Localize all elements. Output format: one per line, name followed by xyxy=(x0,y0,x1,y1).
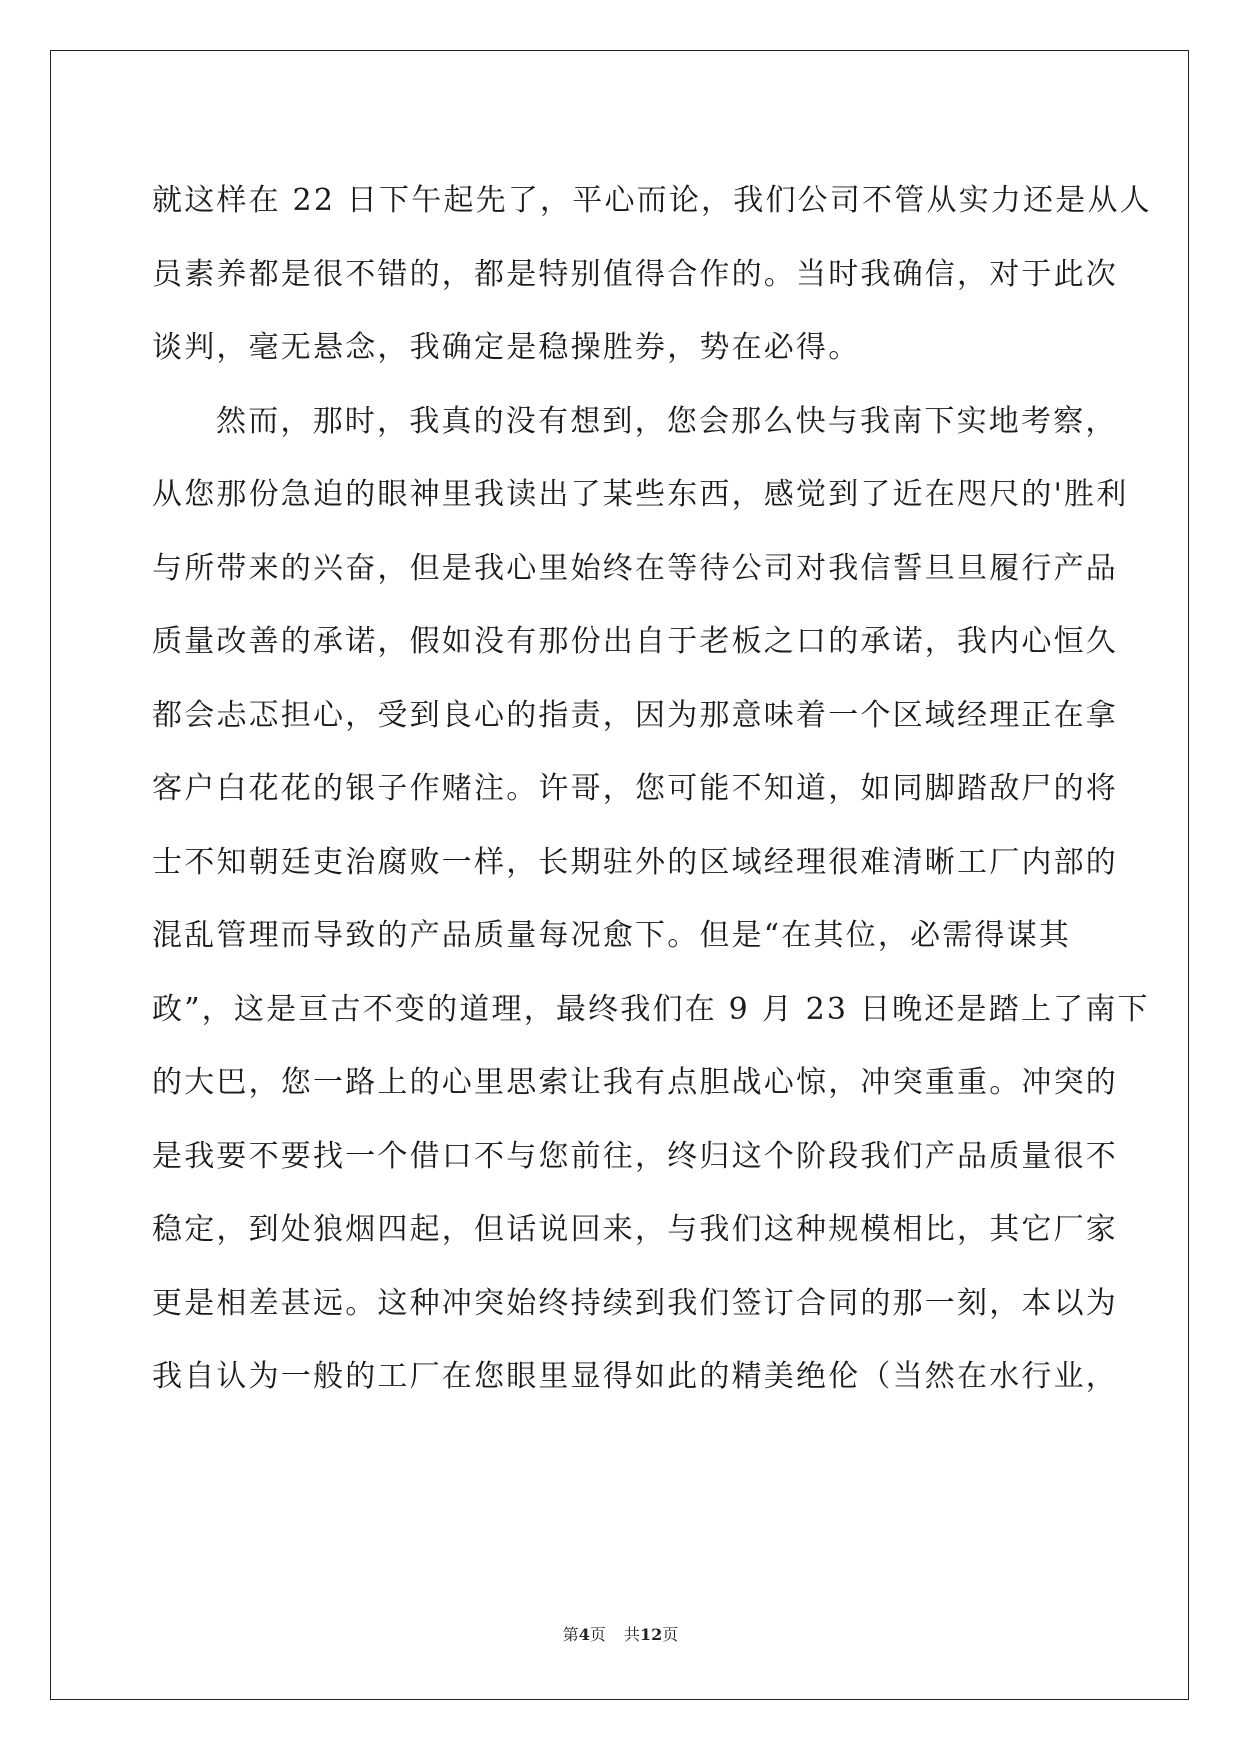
text-line: 质量改善的承诺，假如没有那份出自于老板之口的承诺，我内心恒久 xyxy=(152,624,1118,659)
text-line: 然而，那时，我真的没有想到，您会那么快与我南下实地考察， xyxy=(216,403,1118,439)
page-suffix: 页 xyxy=(589,1625,606,1644)
text-line: 稳定，到处狼烟四起，但话说回来，与我们这种规模相比，其它厂家 xyxy=(152,1212,1118,1247)
text-line: 是我要不要找一个借口不与您前往，终归这个阶段我们产品质量很不 xyxy=(152,1138,1118,1174)
text-line: 就这样在 22 日下午起先了，平心而论，我们公司不管从实力还是从人 xyxy=(152,183,1152,218)
paragraph-1 xyxy=(152,164,1152,385)
page-prefix: 第 xyxy=(562,1625,579,1644)
page-number: 4 xyxy=(578,1625,590,1644)
paragraph-2 xyxy=(152,385,1150,1414)
text-line: 客户白花花的银子作赌注。许哥，您可能不知道，如同脚踏敌尸的将 xyxy=(152,771,1118,806)
text-line: 我自认为一般的工厂在您眼里显得如此的精美绝伦（当然在水行业， xyxy=(152,1359,1118,1394)
text-line: 都会忐忑担心，受到良心的指责，因为那意味着一个区域经理正在拿 xyxy=(152,697,1118,733)
document-body xyxy=(152,164,1152,1414)
total-prefix: 共 xyxy=(623,1625,640,1644)
page-footer xyxy=(0,1622,1241,1645)
text-line: 的大巴，您一路上的心里思索让我有点胆战心惊，冲突重重。冲突的 xyxy=(152,1065,1118,1100)
text-line: 混乱管理而导致的产品质量每况愈下。但是“在其位，必需得谋其 xyxy=(152,918,1072,953)
text-line: 从您那份急迫的眼神里我读出了某些东西，感觉到了近在咫尺的'胜利 xyxy=(152,477,1129,512)
text-line: 与所带来的兴奋，但是我心里始终在等待公司对我信誓旦旦履行产品 xyxy=(152,550,1118,586)
text-line: 谈判，毫无悬念，我确定是稳操胜券，势在必得。 xyxy=(152,330,861,365)
text-line: 政”，这是亘古不变的道理，最终我们在 9 月 23 日晚还是踏上了南下 xyxy=(152,991,1150,1027)
page-total: 12 xyxy=(639,1625,663,1644)
text-line: 更是相差甚远。这种冲突始终持续到我们签订合同的那一刻，本以为 xyxy=(152,1285,1118,1321)
text-line: 员素养都是很不错的，都是特别值得合作的。当时我确信，对于此次 xyxy=(152,256,1118,292)
total-suffix: 页 xyxy=(662,1625,679,1644)
text-line: 士不知朝廷吏治腐败一样，长期驻外的区域经理很难清晰工厂内部的 xyxy=(152,844,1118,880)
